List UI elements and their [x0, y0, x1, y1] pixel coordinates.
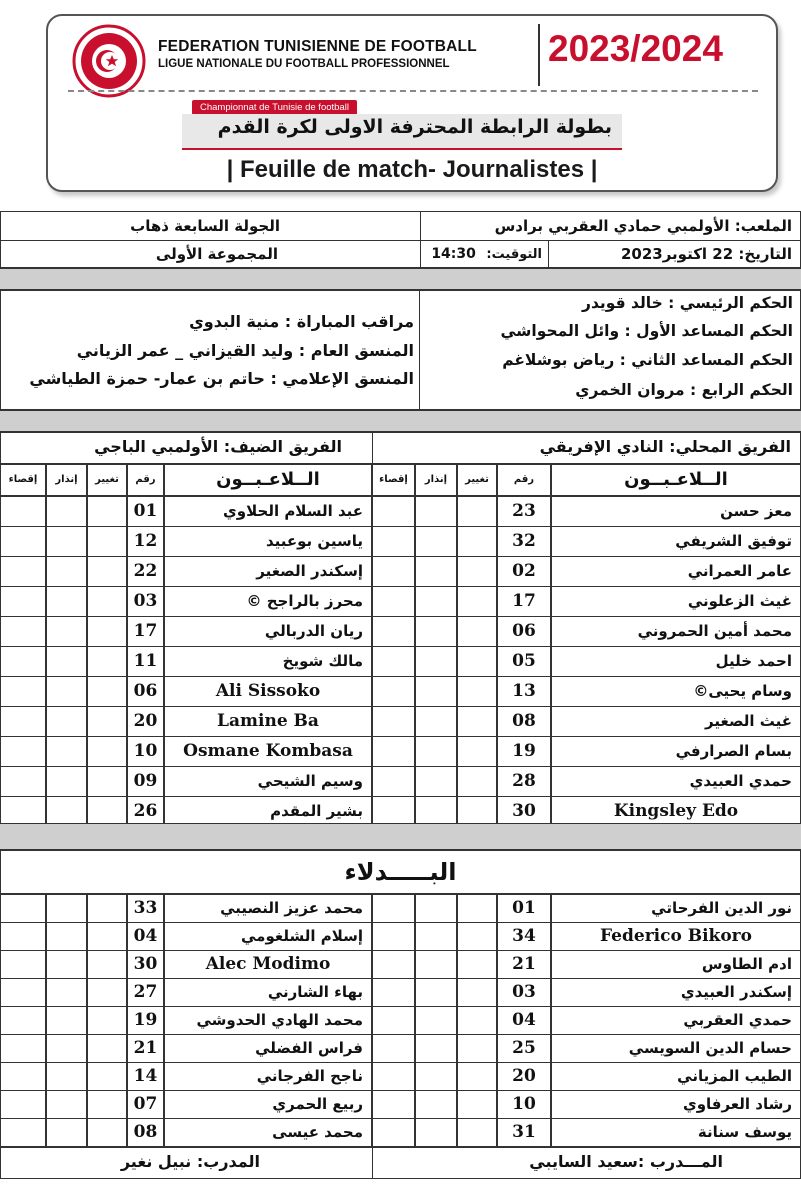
home-players-column-header: الــلاعـبــون: [551, 464, 801, 496]
home-starters-player-name: وسام يحيى©: [551, 676, 801, 707]
away-subs-player-number: 14: [127, 1062, 164, 1091]
home-subs-expulsion-cell: [372, 922, 415, 951]
home-starters-expulsion-cell: [372, 766, 415, 797]
home-starters-expulsion-cell: [372, 736, 415, 767]
away-starters-player-name: إسكندر الصغير: [164, 556, 372, 587]
home-starters-warning-cell: [415, 496, 457, 527]
home-subs-player-number: 01: [497, 894, 551, 923]
home-subs-change-cell: [457, 950, 497, 979]
ftf-logo-icon: [72, 24, 146, 98]
sheet-header: [46, 14, 778, 192]
away-starters-change-cell: [87, 496, 127, 527]
home-starters-player-number: 19: [497, 736, 551, 767]
fourth-referee: الحكم الرابع : مروان الخمري: [575, 381, 793, 399]
away-starters-change-cell: [87, 616, 127, 647]
home-starters-player-name: احمد خليل: [551, 646, 801, 677]
away-starters-player-name: وسيم الشيحي: [164, 766, 372, 797]
home-subs-warning-cell: [415, 922, 457, 951]
away-starters-player-number: 10: [127, 736, 164, 767]
away-subs-warning-cell: [46, 1118, 87, 1147]
away-starters-warning-cell: [46, 616, 87, 647]
home-starters-change-cell: [457, 616, 497, 647]
home-warning-column-header: إنذار: [415, 464, 457, 496]
season-label: 2023/2024: [548, 28, 723, 69]
away-subs-player-number: 08: [127, 1118, 164, 1147]
away-starters-warning-cell: [46, 586, 87, 617]
home-subs-change-cell: [457, 1034, 497, 1063]
home-subs-player-name: الطيب المزياني: [551, 1062, 801, 1091]
away-starters-expulsion-cell: [0, 676, 46, 707]
home-starters-warning-cell: [415, 556, 457, 587]
home-subs-player-name: نور الدين الفرحاتي: [551, 894, 801, 923]
home-subs-warning-cell: [415, 1034, 457, 1063]
away-subs-change-cell: [87, 1006, 127, 1035]
home-subs-player-number: 21: [497, 950, 551, 979]
home-starters-change-cell: [457, 646, 497, 677]
home-expulsion-column-header: إقصاء: [372, 464, 415, 496]
home-subs-player-number: 04: [497, 1006, 551, 1035]
away-subs-warning-cell: [46, 922, 87, 951]
home-change-column-header: تغيير: [457, 464, 497, 496]
officials-divider: [419, 290, 420, 410]
away-starters-player-name: Ali Sissoko: [164, 676, 372, 707]
away-subs-player-name: محمد الهادي الحدوشي: [164, 1006, 372, 1035]
time-cell: [420, 240, 549, 268]
home-starters-change-cell: [457, 706, 497, 737]
home-starters-player-number: 06: [497, 616, 551, 647]
home-starters-player-number: 28: [497, 766, 551, 797]
away-starters-player-number: 20: [127, 706, 164, 737]
home-starters-expulsion-cell: [372, 676, 415, 707]
ligue-name: LIGUE NATIONALE DU FOOTBALL PROFESSIONNEL: [158, 58, 450, 70]
assistant-referee-2: الحكم المساعد الثاني : رياض بوشلاغم: [502, 351, 793, 369]
away-starters-expulsion-cell: [0, 646, 46, 677]
away-subs-expulsion-cell: [0, 922, 46, 951]
home-subs-change-cell: [457, 922, 497, 951]
home-subs-player-number: 03: [497, 978, 551, 1007]
home-subs-warning-cell: [415, 894, 457, 923]
home-starters-player-name: بسام الصرارفي: [551, 736, 801, 767]
home-starters-expulsion-cell: [372, 616, 415, 647]
away-starters-warning-cell: [46, 706, 87, 737]
substitutes-title: البـــــدلاء: [0, 850, 801, 894]
away-subs-expulsion-cell: [0, 1062, 46, 1091]
home-starters-player-number: 23: [497, 496, 551, 527]
home-starters-change-cell: [457, 496, 497, 527]
home-starters-player-number: 13: [497, 676, 551, 707]
home-subs-player-name: Federico Bikoro: [551, 922, 801, 951]
time-label: التوقيت:: [486, 247, 542, 262]
home-starters-warning-cell: [415, 736, 457, 767]
away-subs-player-number: 30: [127, 950, 164, 979]
away-starters-warning-cell: [46, 526, 87, 557]
away-starters-player-number: 12: [127, 526, 164, 557]
away-subs-warning-cell: [46, 978, 87, 1007]
home-subs-expulsion-cell: [372, 950, 415, 979]
home-subs-expulsion-cell: [372, 1090, 415, 1119]
away-starters-expulsion-cell: [0, 586, 46, 617]
away-starters-warning-cell: [46, 766, 87, 797]
away-starters-player-name: عبد السلام الحلاوي: [164, 496, 372, 527]
away-starters-change-cell: [87, 736, 127, 767]
away-starters-player-name: مالك شويخ: [164, 646, 372, 677]
championship-title-ar: بطولة الرابطة المحترفة الاولى لكرة القدم: [182, 114, 622, 150]
away-subs-expulsion-cell: [0, 1034, 46, 1063]
main-referee: الحكم الرئيسي : خالد قويدر: [582, 294, 793, 312]
away-starters-player-number: 22: [127, 556, 164, 587]
away-starters-expulsion-cell: [0, 526, 46, 557]
away-starters-warning-cell: [46, 496, 87, 527]
away-players-column-header: الــلاعـبــون: [164, 464, 372, 496]
away-subs-player-number: 19: [127, 1006, 164, 1035]
home-starters-change-cell: [457, 736, 497, 767]
away-starters-player-number: 26: [127, 796, 164, 827]
away-subs-warning-cell: [46, 1062, 87, 1091]
away-starters-expulsion-cell: [0, 766, 46, 797]
home-subs-expulsion-cell: [372, 1034, 415, 1063]
general-coordinator: المنسق العام : وليد القيزاني _ عمر الزياني: [76, 341, 414, 360]
away-starters-expulsion-cell: [0, 496, 46, 527]
dashed-divider: [68, 90, 758, 92]
home-subs-warning-cell: [415, 1090, 457, 1119]
home-subs-expulsion-cell: [372, 1006, 415, 1035]
home-subs-change-cell: [457, 894, 497, 923]
away-starters-change-cell: [87, 676, 127, 707]
home-subs-expulsion-cell: [372, 1118, 415, 1147]
home-subs-player-name: حسام الدين السويسي: [551, 1034, 801, 1063]
home-subs-warning-cell: [415, 1118, 457, 1147]
home-starters-expulsion-cell: [372, 496, 415, 527]
home-subs-player-name: يوسف سنانة: [551, 1118, 801, 1147]
home-subs-change-cell: [457, 1006, 497, 1035]
home-subs-warning-cell: [415, 1006, 457, 1035]
match-commissioner: مراقب المباراة : منية البدوي: [189, 312, 414, 331]
away-subs-change-cell: [87, 1062, 127, 1091]
away-starters-player-number: 17: [127, 616, 164, 647]
away-subs-player-name: ناجح الفرجاني: [164, 1062, 372, 1091]
away-number-column-header: رقم: [127, 464, 164, 496]
away-subs-player-number: 33: [127, 894, 164, 923]
away-subs-player-number: 07: [127, 1090, 164, 1119]
away-subs-player-number: 27: [127, 978, 164, 1007]
away-subs-player-name: بهاء الشارني: [164, 978, 372, 1007]
away-starters-player-number: 01: [127, 496, 164, 527]
away-subs-change-cell: [87, 978, 127, 1007]
home-starters-player-name: حمدي العبيدي: [551, 766, 801, 797]
away-starters-change-cell: [87, 766, 127, 797]
away-starters-player-name: بشير المقدم: [164, 796, 372, 827]
away-starters-player-name: محرز بالراجح ©: [164, 586, 372, 617]
home-subs-player-name: ادم الطاوس: [551, 950, 801, 979]
away-subs-expulsion-cell: [0, 1090, 46, 1119]
championship-tag: Championnat de Tunisie de football: [192, 100, 357, 115]
away-subs-expulsion-cell: [0, 1006, 46, 1035]
away-starters-change-cell: [87, 646, 127, 677]
home-starters-warning-cell: [415, 586, 457, 617]
away-subs-change-cell: [87, 922, 127, 951]
home-starters-change-cell: [457, 676, 497, 707]
separator-bar: [0, 410, 801, 432]
home-starters-player-name: Kingsley Edo: [551, 796, 801, 827]
away-starters-player-number: 03: [127, 586, 164, 617]
away-starters-player-name: ريان الدربالي: [164, 616, 372, 647]
group-text: المجموعة الأولى: [155, 245, 278, 263]
stadium-text: الملعب: الأولمبي حمادي العقربي برادس: [494, 217, 792, 235]
home-subs-expulsion-cell: [372, 978, 415, 1007]
home-subs-player-number: 20: [497, 1062, 551, 1091]
away-starters-player-number: 09: [127, 766, 164, 797]
away-starters-expulsion-cell: [0, 706, 46, 737]
home-team-label: الفريق المحلي: النادي الإفريقي: [539, 437, 791, 456]
home-starters-player-name: غيث الصغير: [551, 706, 801, 737]
home-subs-player-name: رشاد العرفاوي: [551, 1090, 801, 1119]
away-starters-expulsion-cell: [0, 616, 46, 647]
home-subs-warning-cell: [415, 950, 457, 979]
away-subs-player-name: محمد عيسى: [164, 1118, 372, 1147]
away-change-column-header: تغيير: [87, 464, 127, 496]
away-subs-player-name: Alec Modimo: [164, 950, 372, 979]
home-starters-player-name: غيث الزعلوني: [551, 586, 801, 617]
assistant-referee-1: الحكم المساعد الأول : وائل المحواشي: [500, 322, 793, 340]
away-starters-warning-cell: [46, 736, 87, 767]
away-subs-change-cell: [87, 894, 127, 923]
away-subs-player-name: ربيع الحمري: [164, 1090, 372, 1119]
stadium-cell: [420, 211, 801, 241]
home-starters-expulsion-cell: [372, 646, 415, 677]
away-starters-change-cell: [87, 706, 127, 737]
home-subs-player-name: إسكندر العبيدي: [551, 978, 801, 1007]
sheet-title: | Feuille de match- Journalistes |: [226, 156, 598, 183]
group-cell: [0, 240, 421, 268]
away-subs-expulsion-cell: [0, 1118, 46, 1147]
home-subs-expulsion-cell: [372, 1062, 415, 1091]
home-starters-player-number: 02: [497, 556, 551, 587]
away-subs-change-cell: [87, 1034, 127, 1063]
home-subs-change-cell: [457, 1118, 497, 1147]
away-starters-change-cell: [87, 556, 127, 587]
home-subs-change-cell: [457, 978, 497, 1007]
away-starters-warning-cell: [46, 646, 87, 677]
away-starters-warning-cell: [46, 556, 87, 587]
home-subs-change-cell: [457, 1090, 497, 1119]
away-subs-expulsion-cell: [0, 894, 46, 923]
away-subs-change-cell: [87, 950, 127, 979]
home-subs-expulsion-cell: [372, 894, 415, 923]
away-subs-expulsion-cell: [0, 978, 46, 1007]
home-subs-player-name: حمدي العقربي: [551, 1006, 801, 1035]
away-starters-expulsion-cell: [0, 736, 46, 767]
away-subs-warning-cell: [46, 1006, 87, 1035]
home-subs-change-cell: [457, 1062, 497, 1091]
home-number-column-header: رقم: [497, 464, 551, 496]
home-subs-player-number: 34: [497, 922, 551, 951]
away-expulsion-column-header: إقصاء: [0, 464, 46, 496]
home-starters-player-name: محمد أمين الحمروني: [551, 616, 801, 647]
away-starters-player-name: Osmane Kombasa: [164, 736, 372, 767]
date-cell: [548, 240, 801, 268]
date-text: التاريخ: 22 اكتوبر2023: [620, 245, 792, 263]
header-divider: [538, 24, 540, 86]
away-starters-change-cell: [87, 586, 127, 617]
time-value: 14:30: [431, 246, 476, 262]
away-starters-player-number: 06: [127, 676, 164, 707]
away-subs-player-name: إسلام الشلغومي: [164, 922, 372, 951]
away-subs-change-cell: [87, 1090, 127, 1119]
home-starters-change-cell: [457, 766, 497, 797]
away-warning-column-header: إنذار: [46, 464, 87, 496]
home-starters-warning-cell: [415, 676, 457, 707]
away-starters-expulsion-cell: [0, 556, 46, 587]
away-subs-warning-cell: [46, 1090, 87, 1119]
home-starters-expulsion-cell: [372, 706, 415, 737]
home-starters-warning-cell: [415, 706, 457, 737]
away-coach: المدرب: نبيل نغير: [120, 1152, 260, 1171]
home-starters-player-number: 05: [497, 646, 551, 677]
home-starters-player-name: معز حسن: [551, 496, 801, 527]
home-starters-player-number: 32: [497, 526, 551, 557]
separator-bar: [0, 268, 801, 290]
home-starters-warning-cell: [415, 766, 457, 797]
home-starters-player-name: عامر العمراني: [551, 556, 801, 587]
away-subs-player-number: 21: [127, 1034, 164, 1063]
home-subs-player-number: 10: [497, 1090, 551, 1119]
home-starters-player-number: 08: [497, 706, 551, 737]
home-starters-change-cell: [457, 526, 497, 557]
federation-name: FEDERATION TUNISIENNE DE FOOTBALL: [158, 38, 477, 55]
separator-bar: [0, 823, 801, 850]
home-starters-expulsion-cell: [372, 526, 415, 557]
home-subs-warning-cell: [415, 978, 457, 1007]
round-cell: [0, 211, 421, 241]
round-text: الجولة السابعة ذهاب: [130, 217, 280, 235]
away-subs-change-cell: [87, 1118, 127, 1147]
home-coach: المـــدرب :سعيد السايبي: [529, 1152, 723, 1171]
away-team-label: الفريق الضيف: الأولمبي الباجي: [94, 437, 342, 456]
home-starters-change-cell: [457, 556, 497, 587]
away-subs-player-name: فراس الفضلي: [164, 1034, 372, 1063]
home-subs-warning-cell: [415, 1062, 457, 1091]
home-starters-player-number: 17: [497, 586, 551, 617]
away-starters-player-number: 11: [127, 646, 164, 677]
away-subs-warning-cell: [46, 950, 87, 979]
away-subs-warning-cell: [46, 894, 87, 923]
away-subs-expulsion-cell: [0, 950, 46, 979]
away-subs-player-number: 04: [127, 922, 164, 951]
home-subs-player-number: 25: [497, 1034, 551, 1063]
away-starters-player-name: ياسين بوعبيد: [164, 526, 372, 557]
home-starters-warning-cell: [415, 646, 457, 677]
home-starters-warning-cell: [415, 616, 457, 647]
home-starters-warning-cell: [415, 526, 457, 557]
away-starters-warning-cell: [46, 676, 87, 707]
away-subs-warning-cell: [46, 1034, 87, 1063]
home-starters-expulsion-cell: [372, 556, 415, 587]
media-coordinator: المنسق الإعلامي : حاتم بن عمار- حمزة الطياشي: [29, 369, 414, 388]
away-starters-player-name: Lamine Ba: [164, 706, 372, 737]
home-starters-expulsion-cell: [372, 586, 415, 617]
home-starters-player-name: توفيق الشريفي: [551, 526, 801, 557]
away-subs-player-name: محمد عزيز النصيبي: [164, 894, 372, 923]
home-starters-change-cell: [457, 586, 497, 617]
home-subs-player-number: 31: [497, 1118, 551, 1147]
home-starters-player-number: 30: [497, 796, 551, 827]
away-starters-change-cell: [87, 526, 127, 557]
